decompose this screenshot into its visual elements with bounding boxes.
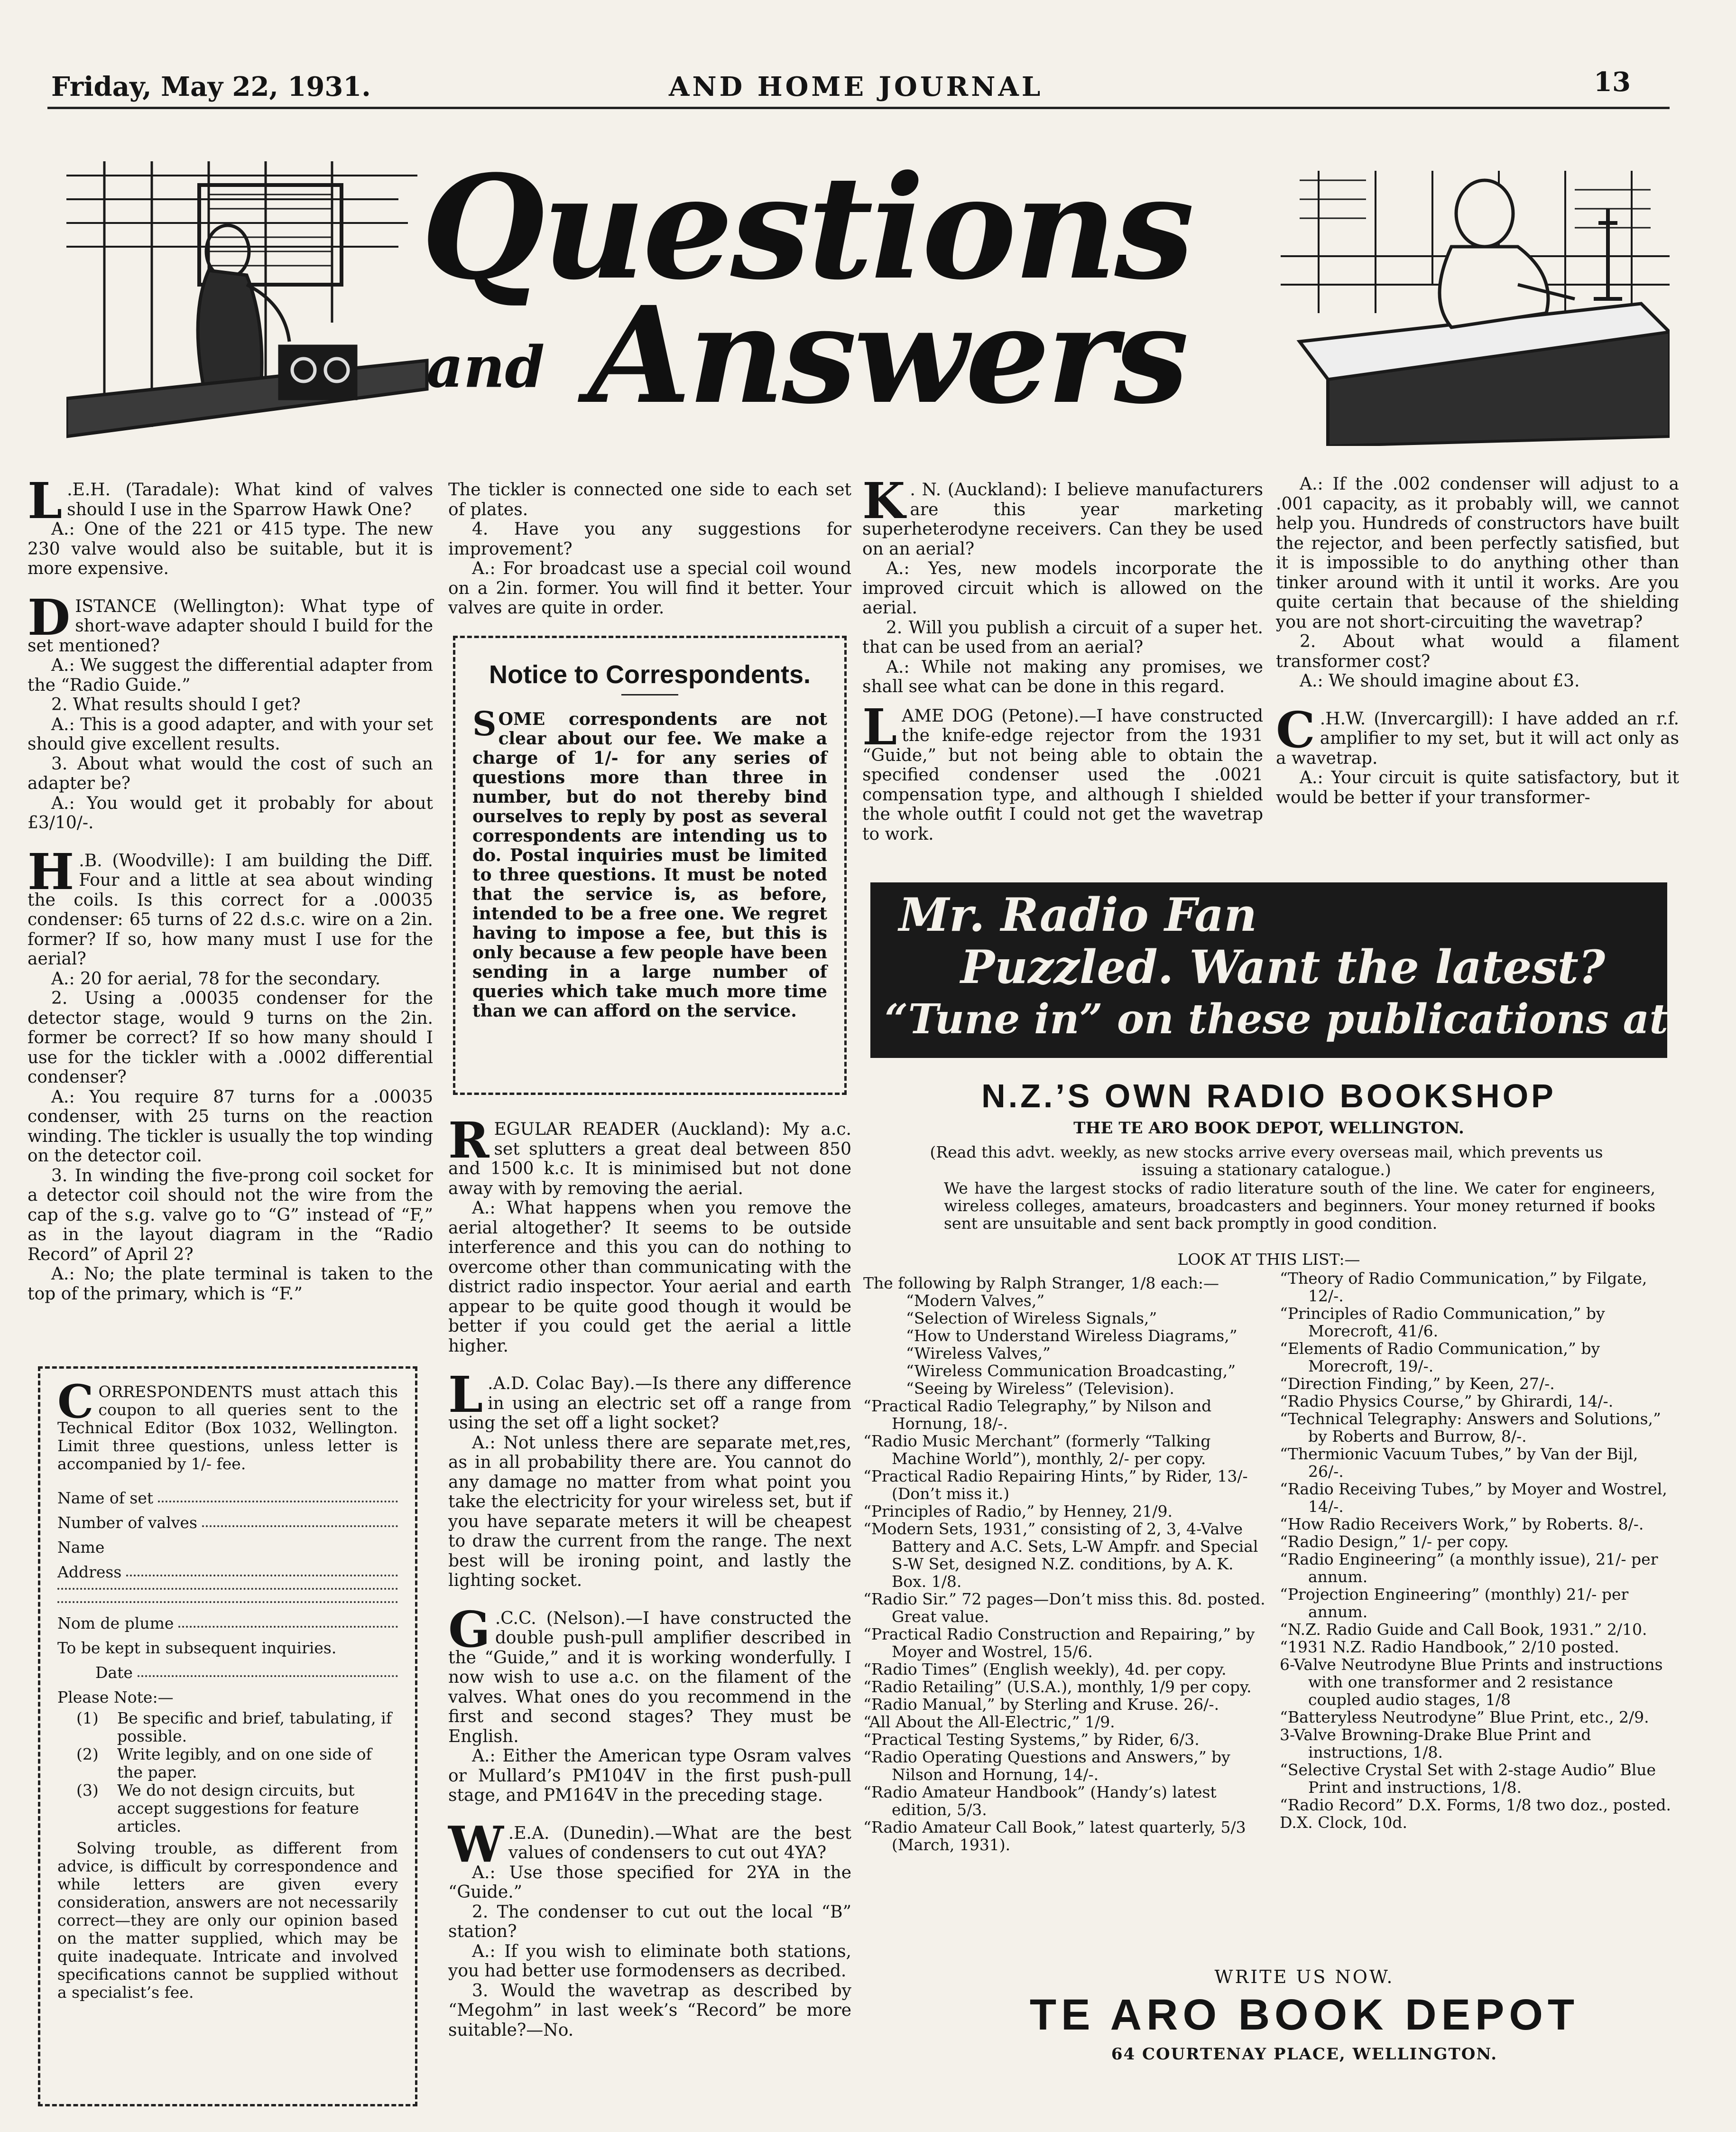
field-label: Address xyxy=(57,1563,122,1581)
book-list-item: “Technical Telegraphy: Answers and Solutions,” by Roberts and Burrow, 8/-. xyxy=(1280,1409,1661,1446)
query-regular-reader xyxy=(448,1111,851,1198)
question-text: 3. In winding the five-prong coil socket for a detector coil should not the wire from the cap of the s.g. valve go to “G” instead of “F,” as in the layout diagram in the “Radio Record” of April 2? xyxy=(28,1166,433,1264)
note-item xyxy=(57,1745,398,1781)
book-list-item: “Wireless Valves,” xyxy=(906,1344,1051,1363)
book-list-item: 6-Valve Neutrodyne Blue Prints and instructions with one transformer and 2 resistance coupled audio stages, 1/8 xyxy=(1280,1655,1663,1709)
book-list-item: “Practical Radio Telegraphy,” by Nilson and Hornung, 18/-. xyxy=(863,1397,1212,1433)
page-date: Friday, May 22, 1931. xyxy=(51,71,371,102)
dropcap: L xyxy=(28,472,63,530)
query-text: EGULAR READER (Auckland): My a.c. set splutters a great deal between 850 and 1500 k.c. It is minimised but not done away with by removing the aerial. xyxy=(448,1120,851,1198)
book-list-item: “Radio Music Merchant” (formerly “Talking Machine World”), monthly, 2/- per copy. xyxy=(863,1432,1211,1468)
note-item xyxy=(57,1709,398,1745)
query-wea xyxy=(448,1815,851,1873)
field-line[interactable] xyxy=(109,1539,398,1552)
banner-title xyxy=(332,144,1281,434)
book-list-item: “Radio Manual,” by Sterling and Kruse. 26/-. xyxy=(863,1695,1219,1714)
coupon-kept-note: To be kept in subsequent inquiries. xyxy=(57,1639,337,1657)
question-text: 3. Would the wavetrap as described by “Megohm” in last week’s “Record” be more suitable?—No. xyxy=(448,1981,851,2040)
writer-figure xyxy=(1440,180,1622,327)
answer-text: A.: If you wish to eliminate both stations, you had better use formodensers as decribed. xyxy=(448,1941,851,1981)
dropcap: L xyxy=(862,697,897,756)
answer-text: A.: This is a good adapter, and with your set should give excellent results. xyxy=(28,714,433,754)
book-list-item: “Theory of Radio Communication,” by Filgate, 12/-. xyxy=(1280,1269,1647,1305)
answer-text: A.: Not unless there are separate met,res, as in all probability there are. You cannot do any damage no matter from what point you take the electricity for your wireless set, but if you have separate meters it will be cheapest to draw the current from the range. The next best will be ironing point, and lastly the lighting socket. xyxy=(448,1433,851,1590)
book-list-item: “Wireless Communication Broadcasting,” xyxy=(906,1362,1236,1380)
bookshop-heading: N.Z.’S OWN RADIO BOOKSHOP xyxy=(981,1077,1556,1114)
book-list-item: “1931 N.Z. Radio Handbook,” 2/10 posted. xyxy=(1280,1638,1619,1656)
field-line[interactable] xyxy=(158,1489,398,1502)
note-number: (1) xyxy=(76,1709,99,1727)
query-lame-dog xyxy=(862,697,1263,844)
answer-text: A.: One of the 221 or 415 type. The new 230 valve would also be suitable, but it is more expensive. xyxy=(28,519,433,578)
note-text: Write legibly, and on one side of the paper. xyxy=(117,1745,372,1781)
book-list-item: “Radio Operating Questions and Answers,” by Nilson and Hornung, 14/-. xyxy=(863,1748,1230,1784)
please-note-heading: Please Note:— xyxy=(57,1688,174,1706)
field-line[interactable] xyxy=(57,1588,398,1590)
query-text: .C.C. (Nelson).—I have constructed the double push-pull amplifier described in the “Guide,” and it is working wonderfully. I now wish to use a.c. on the filament of the valves. What ones do you recommend in the first and second stages? They must be English. xyxy=(448,1608,851,1746)
answer-text: A.: No; the plate terminal is taken to the top of the primary, which is “F.” xyxy=(28,1264,433,1304)
field-address[interactable] xyxy=(57,1563,398,1581)
book-list-item: “Radio Times” (English weekly), 4d. per copy. xyxy=(863,1660,1227,1678)
note-number: (2) xyxy=(76,1745,99,1763)
answer-text: A.: Your circuit is quite satisfactory, but it would be better if your transformer- xyxy=(1276,768,1679,807)
question-text: 4. Have you any suggestions for improvement? xyxy=(448,519,851,559)
book-list-item: “Batteryless Neutrodyne” Blue Print, etc., 2/9. xyxy=(1280,1708,1649,1726)
query-lad xyxy=(448,1365,851,1433)
answer-text: A.: Use those specified for 2YA in the “Guide.” xyxy=(448,1863,851,1902)
column-2 xyxy=(448,480,851,618)
header-rule xyxy=(47,107,1670,109)
stocks-text: We have the largest stocks of radio literature south of the line. We cater for engineers, wireless colleges, amateurs, broadcasters and beginners. Your money returned if books sent are unsuitable and sent back promptly in good condition. xyxy=(944,1179,1655,1233)
column-4 xyxy=(1276,474,1679,807)
book-list-item: “N.Z. Radio Guide and Call Book, 1931.” 2/10. xyxy=(1280,1620,1647,1639)
ad-banner-line-3: “Tune in” on these publications at xyxy=(885,995,1669,1043)
book-list-item: “Seeing by Wireless” (Television). xyxy=(906,1379,1174,1398)
book-list-item: D.X. Clock, 10d. xyxy=(1280,1813,1407,1832)
query-leh xyxy=(28,472,433,530)
field-line[interactable] xyxy=(126,1563,398,1576)
dropcap: K xyxy=(862,472,905,530)
read-note: (Read this advt. weekly, as new stocks arrive every overseas mail, which prevents us issuing a stationary catalogue.) xyxy=(930,1143,1603,1179)
depot-subheading: THE TE ARO BOOK DEPOT, WELLINGTON. xyxy=(1073,1119,1464,1138)
query-text: .E.A. (Dunedin).—What are the best values of condensers to cut out 4YA? xyxy=(508,1823,851,1863)
book-list-item: “Practical Testing Systems,” by Rider, 6/3. xyxy=(863,1730,1200,1749)
answer-text: A.: For broadcast use a special coil wound on a 2in. former. You will find it better. Your valves are quite in order. xyxy=(448,559,851,618)
column-2-lower xyxy=(448,1111,851,2040)
book-list-item: “Selection of Wireless Signals,” xyxy=(906,1309,1157,1327)
query-text: . N. (Auckland): I believe manufacturers are this year marketing superheterodyne receivers. Can they be used on an aerial? xyxy=(862,480,1263,559)
query-text: ISTANCE (Wellington): What type of short-wave adapter should I build for the set mentioned? xyxy=(28,596,433,656)
answer-text: A.: If the .002 condenser will adjust to a .001 capacity, as it probably will, we cannot help you. Hundreds of constructors have built the rejector, and been perfectly satisfied, but it is impossible to do anything other than tinker around with it until it works. Are you quite certain that because of the shielding you are not short-circuiting the wavetrap? xyxy=(1276,474,1679,632)
book-list-item: The following by Ralph Stranger, 1/8 each:— xyxy=(863,1274,1219,1292)
book-list-item: “How Radio Receivers Work,” by Roberts. 8/-. xyxy=(1280,1515,1644,1533)
book-list-item: “Thermionic Vacuum Tubes,” by Van der Bijl, 26/-. xyxy=(1280,1445,1638,1481)
field-name-of-set[interactable] xyxy=(57,1489,398,1507)
field-label: Date xyxy=(95,1663,133,1682)
question-text: 2. Using a .00035 condenser for the detector stage, would 9 turns on the 2in. former be correct? If so how many should I use for the tickler with a .0002 differential condenser? xyxy=(28,989,433,1087)
answer-text: The tickler is connected one side to each set of plates. xyxy=(448,480,851,519)
answer-text: A.: Yes, new models incorporate the improved circuit which is allowed on the aerial. xyxy=(862,559,1263,618)
book-list-item: “Radio Record” D.X. Forms, 1/8 two doz., posted. xyxy=(1280,1796,1671,1814)
book-list-item: “Radio Amateur Handbook” (Handy’s) latest edition, 5/3. xyxy=(863,1783,1217,1819)
question-text: 2. What results should I get? xyxy=(51,695,301,714)
book-list-item: “Radio Engineering” (a monthly issue), 21/- per annum. xyxy=(1280,1550,1658,1586)
field-name[interactable] xyxy=(57,1539,398,1557)
depot-name: TE ARO BOOK DEPOT xyxy=(1029,1991,1579,2039)
note-number: (3) xyxy=(76,1781,99,1799)
dropcap: D xyxy=(28,588,71,647)
answer-text: A.: Either the American type Osram valves or Mullard’s PM104V in the first push-pull stage, and PM164V in the preceding stage. xyxy=(448,1746,851,1805)
answer-text: A.: You would get it probably for about £3/10/-. xyxy=(28,793,433,833)
book-list-item: “All About the All-Electric,” 1/9. xyxy=(863,1713,1115,1731)
query-text: .E.H. (Taradale): What kind of valves should I use in the Sparrow Hawk One? xyxy=(67,480,433,519)
field-line[interactable] xyxy=(138,1664,398,1677)
book-list-item: “Selective Crystal Set with 2-stage Audio” Blue Print and instructions, 1/8. xyxy=(1280,1761,1656,1797)
dropcap: R xyxy=(448,1111,489,1169)
question-text: 2. About what would a filament transformer cost? xyxy=(1276,632,1679,671)
notice-rule xyxy=(621,694,678,695)
book-list-item: “Radio Sir.” 72 pages—Don’t miss this. 8d. posted. Great value. xyxy=(863,1590,1265,1626)
radio-fan-banner xyxy=(870,882,1667,1058)
book-list-item: “How to Understand Wireless Diagrams,” xyxy=(906,1326,1237,1345)
book-list-item: 3-Valve Browning-Drake Blue Print and instructions, 1/8. xyxy=(1280,1725,1591,1761)
question-text: 2. The condenser to cut out the local “B” station? xyxy=(448,1902,851,1941)
dropcap: W xyxy=(448,1815,504,1873)
dropcap: S xyxy=(472,704,497,743)
answer-text: A.: 20 for aerial, 78 for the secondary. xyxy=(51,969,381,989)
dropcap: G xyxy=(448,1600,490,1659)
field-nom-de-plume[interactable] xyxy=(57,1614,398,1632)
notice-box xyxy=(453,636,847,1095)
book-list-item: “Practical Radio Repairing Hints,” by Rider, 13/- (Don’t miss it.) xyxy=(863,1467,1248,1503)
query-hb xyxy=(28,842,433,969)
book-list-item: “Radio Receiving Tubes,” by Moyer and Wostrel, 14/-. xyxy=(1280,1480,1667,1516)
depot-address: 64 COURTENAY PLACE, WELLINGTON. xyxy=(1111,2045,1498,2064)
book-list-item: “Direction Finding,” by Keen, 27/-. xyxy=(1280,1374,1555,1393)
query-text: .B. (Woodville): I am building the Diff. Four and a little at sea about winding the coils. Is this correct for a .00035 condenser: 65 turns of 22 d.s.c. wire on a 2in. former? If so, how many must I use for the aerial? xyxy=(28,851,433,969)
query-text: .H.W. (Invercargill): I have added an r.f. amplifier to my set, but it will act only as a wavetrap. xyxy=(1276,709,1679,768)
book-list-item: “Modern Sets, 1931,” consisting of 2, 3, 4-Valve Battery and A.C. Sets, L-W Ampfr. and Special S-W Set, designed N.Z. conditions, by A. K. Box. 1/8. xyxy=(863,1520,1258,1591)
banner-title-questions: Questions xyxy=(421,144,1192,311)
solving-note: Solving trouble, as different from advice, is difficult by correspondence and while letters are given every consideration, answers are not necessarily correct—they are only our opinion based on the matter supplied, which may be quite inadequate. Intricate and involved specifications cannot be supplied without a specialist’s fee. xyxy=(57,1839,398,2002)
query-kn xyxy=(862,472,1263,559)
dropcap: C xyxy=(1276,700,1315,759)
book-list-right xyxy=(1280,1270,1678,1831)
book-list-left xyxy=(863,1274,1266,1854)
banner-title-and: and xyxy=(426,334,545,401)
query-gcc xyxy=(448,1600,851,1747)
book-list-item: “Modern Valves,” xyxy=(906,1291,1045,1310)
notice-body-text: OME correspondents are not clear about our fee. We make a charge of 1/- for any series of questions more than three in number, but do not thereby bind ourselves to reply by post as several correspondents are intending us to do. Postal inquiries must be limited to three questions. It must be noted that the service is, as before, intended to be a free one. We regret having to impose a fee, but this is only because a few people have been sending in a large number of queries which take much more time than we can afford on the service. xyxy=(472,709,827,1021)
book-list-item: “Principles of Radio Communication,” by Morecroft, 41/6. xyxy=(1280,1304,1605,1340)
field-label: Number of valves xyxy=(57,1513,197,1532)
query-text: .A.D. Colac Bay).—Is there any difference in using an electric set off a range from using the set off a light socket? xyxy=(448,1374,851,1433)
book-list-item: “Principles of Radio,” by Henney, 21/9. xyxy=(863,1502,1173,1520)
dropcap: C xyxy=(57,1375,94,1428)
ad-banner-line-1: Mr. Radio Fan xyxy=(899,888,1257,942)
field-label: Nom de plume xyxy=(57,1614,174,1632)
page-number: 13 xyxy=(1594,66,1631,98)
field-date[interactable] xyxy=(57,1664,398,1682)
book-list-item: “Elements of Radio Communication,” by Morecroft, 19/-. xyxy=(1280,1339,1600,1375)
field-label: Name xyxy=(57,1538,105,1557)
ad-banner-line-2: Puzzled. Want the latest? xyxy=(960,940,1606,994)
field-address-line-3[interactable] xyxy=(57,1601,398,1608)
field-line[interactable] xyxy=(202,1514,398,1527)
look-at-list: LOOK AT THIS LIST:— xyxy=(1177,1250,1360,1269)
field-line[interactable] xyxy=(57,1601,398,1603)
note-item xyxy=(57,1781,398,1835)
answer-text: A.: While not making any promises, we shall see what can be done in this regard. xyxy=(862,657,1263,696)
notice-body xyxy=(472,704,827,1021)
column-3 xyxy=(862,472,1263,844)
book-list-item: “Radio Design,” 1/- per copy. xyxy=(1280,1532,1509,1551)
correspondents-coupon xyxy=(38,1366,417,2106)
answer-text: A.: What happens when you remove the aerial altogether? It seems to be outside interference and this you can do nothing to overcome other than communicating with the district radio inspector. Your aerial and earth appear to be quite good though it would be better if you could get the aerial a little higher. xyxy=(448,1198,851,1356)
book-list-item: “Radio Amateur Call Book,” latest quarterly, 5/3 (March, 1931). xyxy=(863,1818,1246,1854)
book-list-item: “Radio Retailing” (U.S.A.), monthly, 1/9 per copy. xyxy=(863,1678,1252,1696)
dropcap: L xyxy=(448,1365,483,1424)
book-list-item: “Radio Physics Course,” by Ghirardi, 14/-. xyxy=(1280,1392,1614,1410)
note-text: We do not design circuits, but accept suggestions for feature articles. xyxy=(117,1781,359,1835)
answer-text: A.: We suggest the differential adapter from the “Radio Guide.” xyxy=(28,656,433,695)
answer-text: A.: We should imagine about £3. xyxy=(1300,671,1580,691)
journal-name: AND HOME JOURNAL xyxy=(669,71,1043,102)
note-text: Be specific and brief, tabulating, if possible. xyxy=(117,1709,392,1745)
book-list-item: “Projection Engineering” (monthly) 21/- per annum. xyxy=(1280,1585,1629,1621)
field-label: Name of set xyxy=(57,1489,154,1507)
query-chw xyxy=(1276,700,1679,769)
banner-title-answers xyxy=(332,278,1281,434)
coupon-intro-text: ORRESPONDENTS must attach this coupon to all queries sent to the Technical Editor (Box 1032, Wellington. Limit three questions, unless letter is accompanied by 1/- fee. xyxy=(57,1382,398,1473)
query-distance xyxy=(28,588,433,656)
write-us-now: WRITE US NOW. xyxy=(1214,1966,1394,1987)
dropcap: H xyxy=(28,842,74,901)
notice-title: Notice to Correspondents. xyxy=(489,660,811,689)
field-number-of-valves[interactable] xyxy=(57,1514,398,1532)
banner-title-answers-word: Answers xyxy=(588,278,1186,434)
coupon-intro xyxy=(57,1375,398,1473)
book-list-item: “Practical Radio Construction and Repairing,” by Moyer and Wostrel, 15/6. xyxy=(863,1625,1255,1661)
answer-text: A.: You require 87 turns for a .00035 condenser, with 25 turns on the reaction winding. The tickler is usually the top winding on the detector coil. xyxy=(28,1087,433,1166)
column-1 xyxy=(28,472,433,1304)
query-text: AME DOG (Petone).—I have constructed the knife-edge rejector from the 1931 “Guide,” but not being able to obtain the specified condenser used the .0021 compensation type, and although I shielded the whole outfit I could not get the wavetrap to work. xyxy=(862,706,1263,844)
field-line[interactable] xyxy=(178,1614,398,1628)
question-text: 3. About what would the cost of such an adapter be? xyxy=(28,754,433,793)
field-address-line-2[interactable] xyxy=(57,1588,398,1594)
question-text: 2. Will you publish a circuit of a super het. that can be used from an aerial? xyxy=(862,618,1263,657)
